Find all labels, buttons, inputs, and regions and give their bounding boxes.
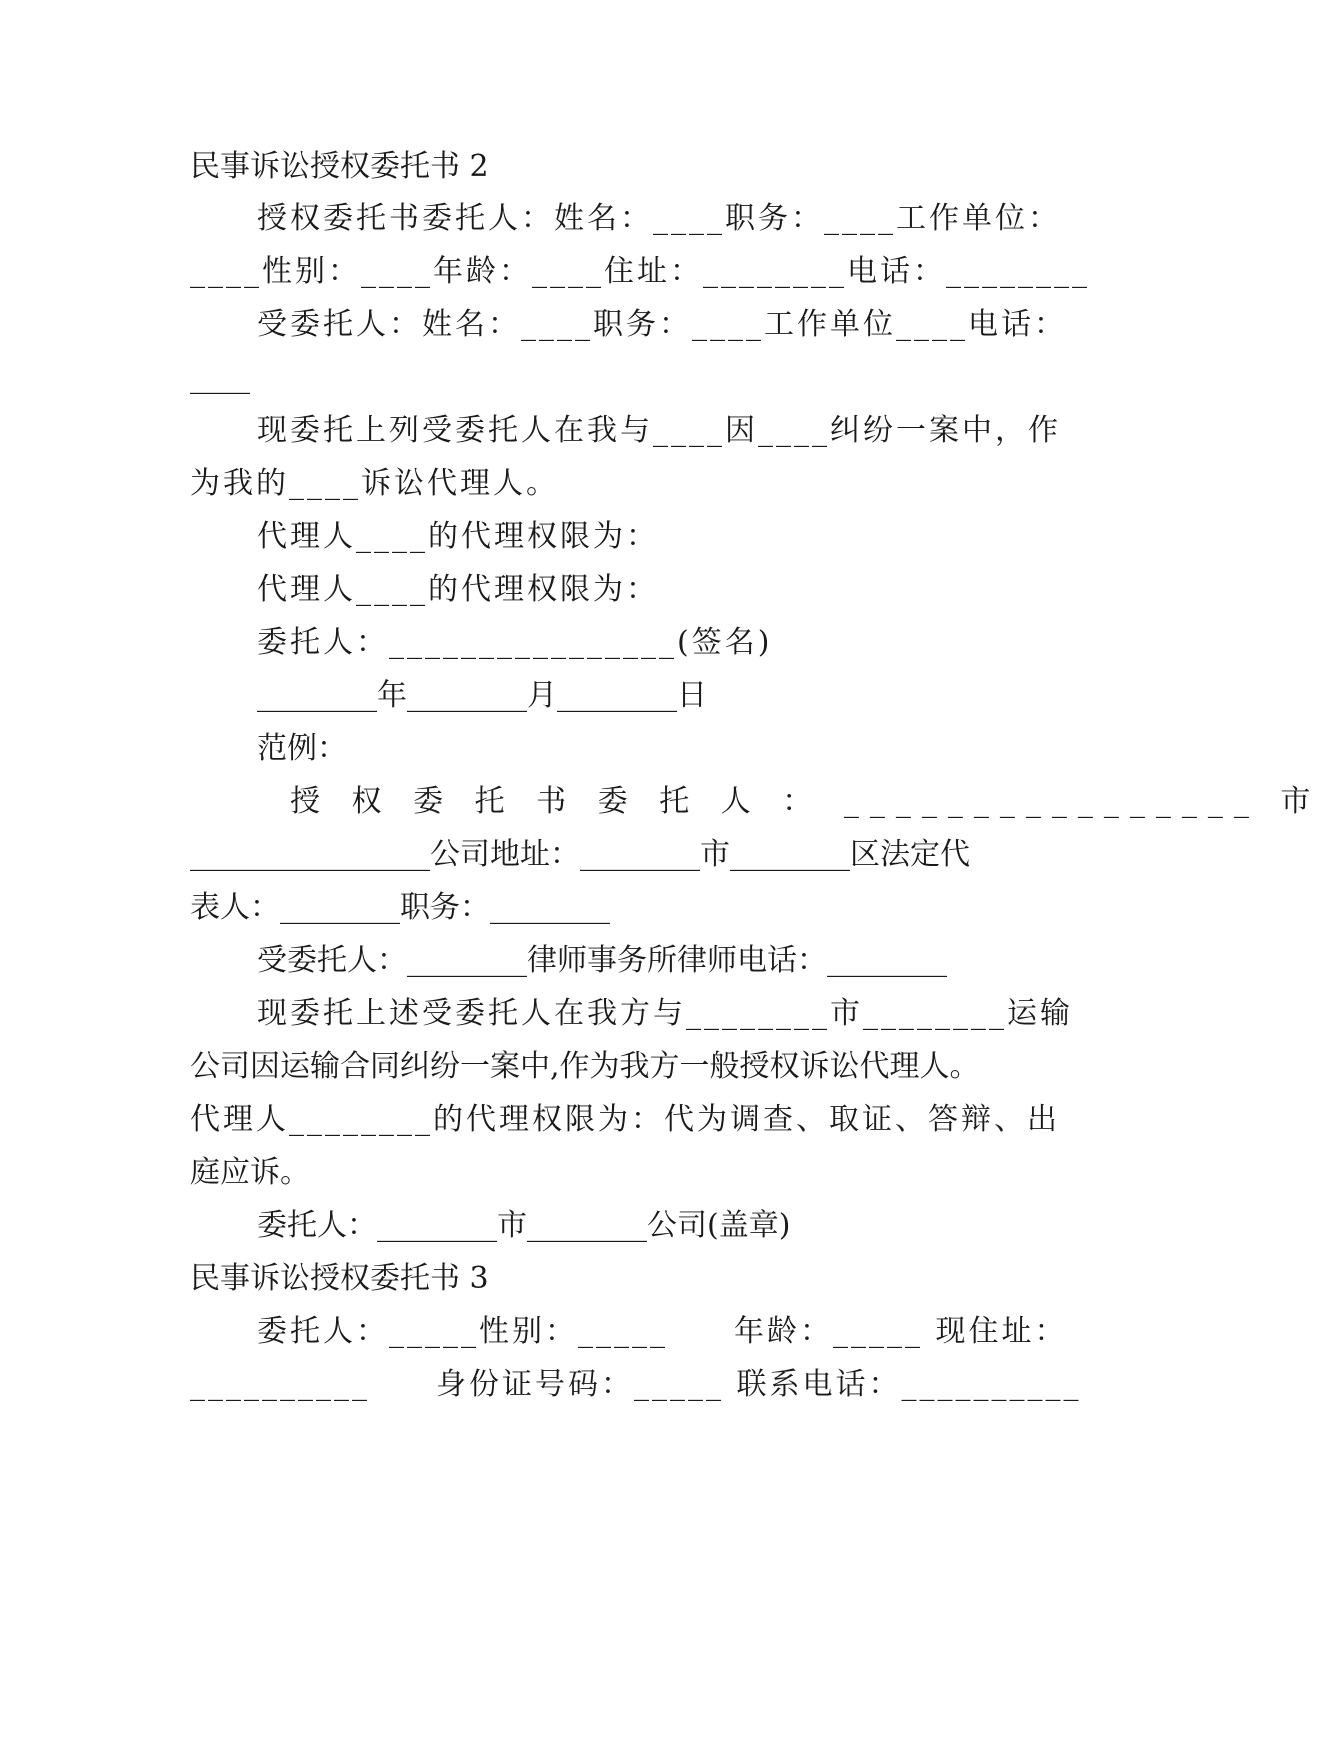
text-line: 受委托人：________律师事务所律师电话：________: [257, 943, 947, 978]
text-line: 委托人：________________(签名): [257, 625, 773, 660]
text-line: 代理人________的代理权限为：代为调查、取证、答辩、出: [190, 1102, 1060, 1137]
text-line: 代理人____的代理权限为：: [257, 519, 659, 554]
text-line: 委托人：_____性别：_____ 年龄：_____ 现住址：: [257, 1314, 1068, 1349]
text-line: ____: [190, 360, 250, 395]
example-heading: 范例：: [257, 731, 347, 766]
text-line: 表人：________职务：________: [190, 890, 610, 925]
text-line: 庭应诉。: [190, 1155, 310, 1190]
text-line: 授 权 委 托 书 委 托 人 ： ________________ 市: [290, 784, 1321, 819]
text-line: 授权委托书委托人：姓名：____职务：____工作单位：: [257, 201, 1061, 236]
text-line: 代理人____的代理权限为：: [257, 572, 659, 607]
section-title-2: 民事诉讼授权委托书 2: [190, 149, 489, 184]
date-line: ________年________月________日: [257, 678, 707, 713]
text-line: 委托人：________市________公司(盖章): [257, 1208, 791, 1243]
text-line: 现委托上述受委托人在我方与________市________运输: [257, 996, 1073, 1031]
text-line: __________ 身份证号码：_____ 联系电话：__________: [190, 1367, 1082, 1402]
text-line: 现委托上列受委托人在我与____因____纠纷一案中，作: [257, 413, 1061, 448]
text-line: ________________公司地址：________市________区法定代: [190, 837, 970, 872]
text-line: 受委托人：姓名：____职务：____工作单位____电话：: [257, 307, 1067, 342]
text-line: ____性别：____年龄：____住址：________电话：________: [190, 254, 1090, 289]
text-line: 为我的____诉讼代理人。: [190, 466, 559, 501]
text-line: 公司因运输合同纠纷一案中,作为我方一般授权诉讼代理人。: [190, 1049, 980, 1084]
section-title-3: 民事诉讼授权委托书 3: [190, 1261, 489, 1296]
